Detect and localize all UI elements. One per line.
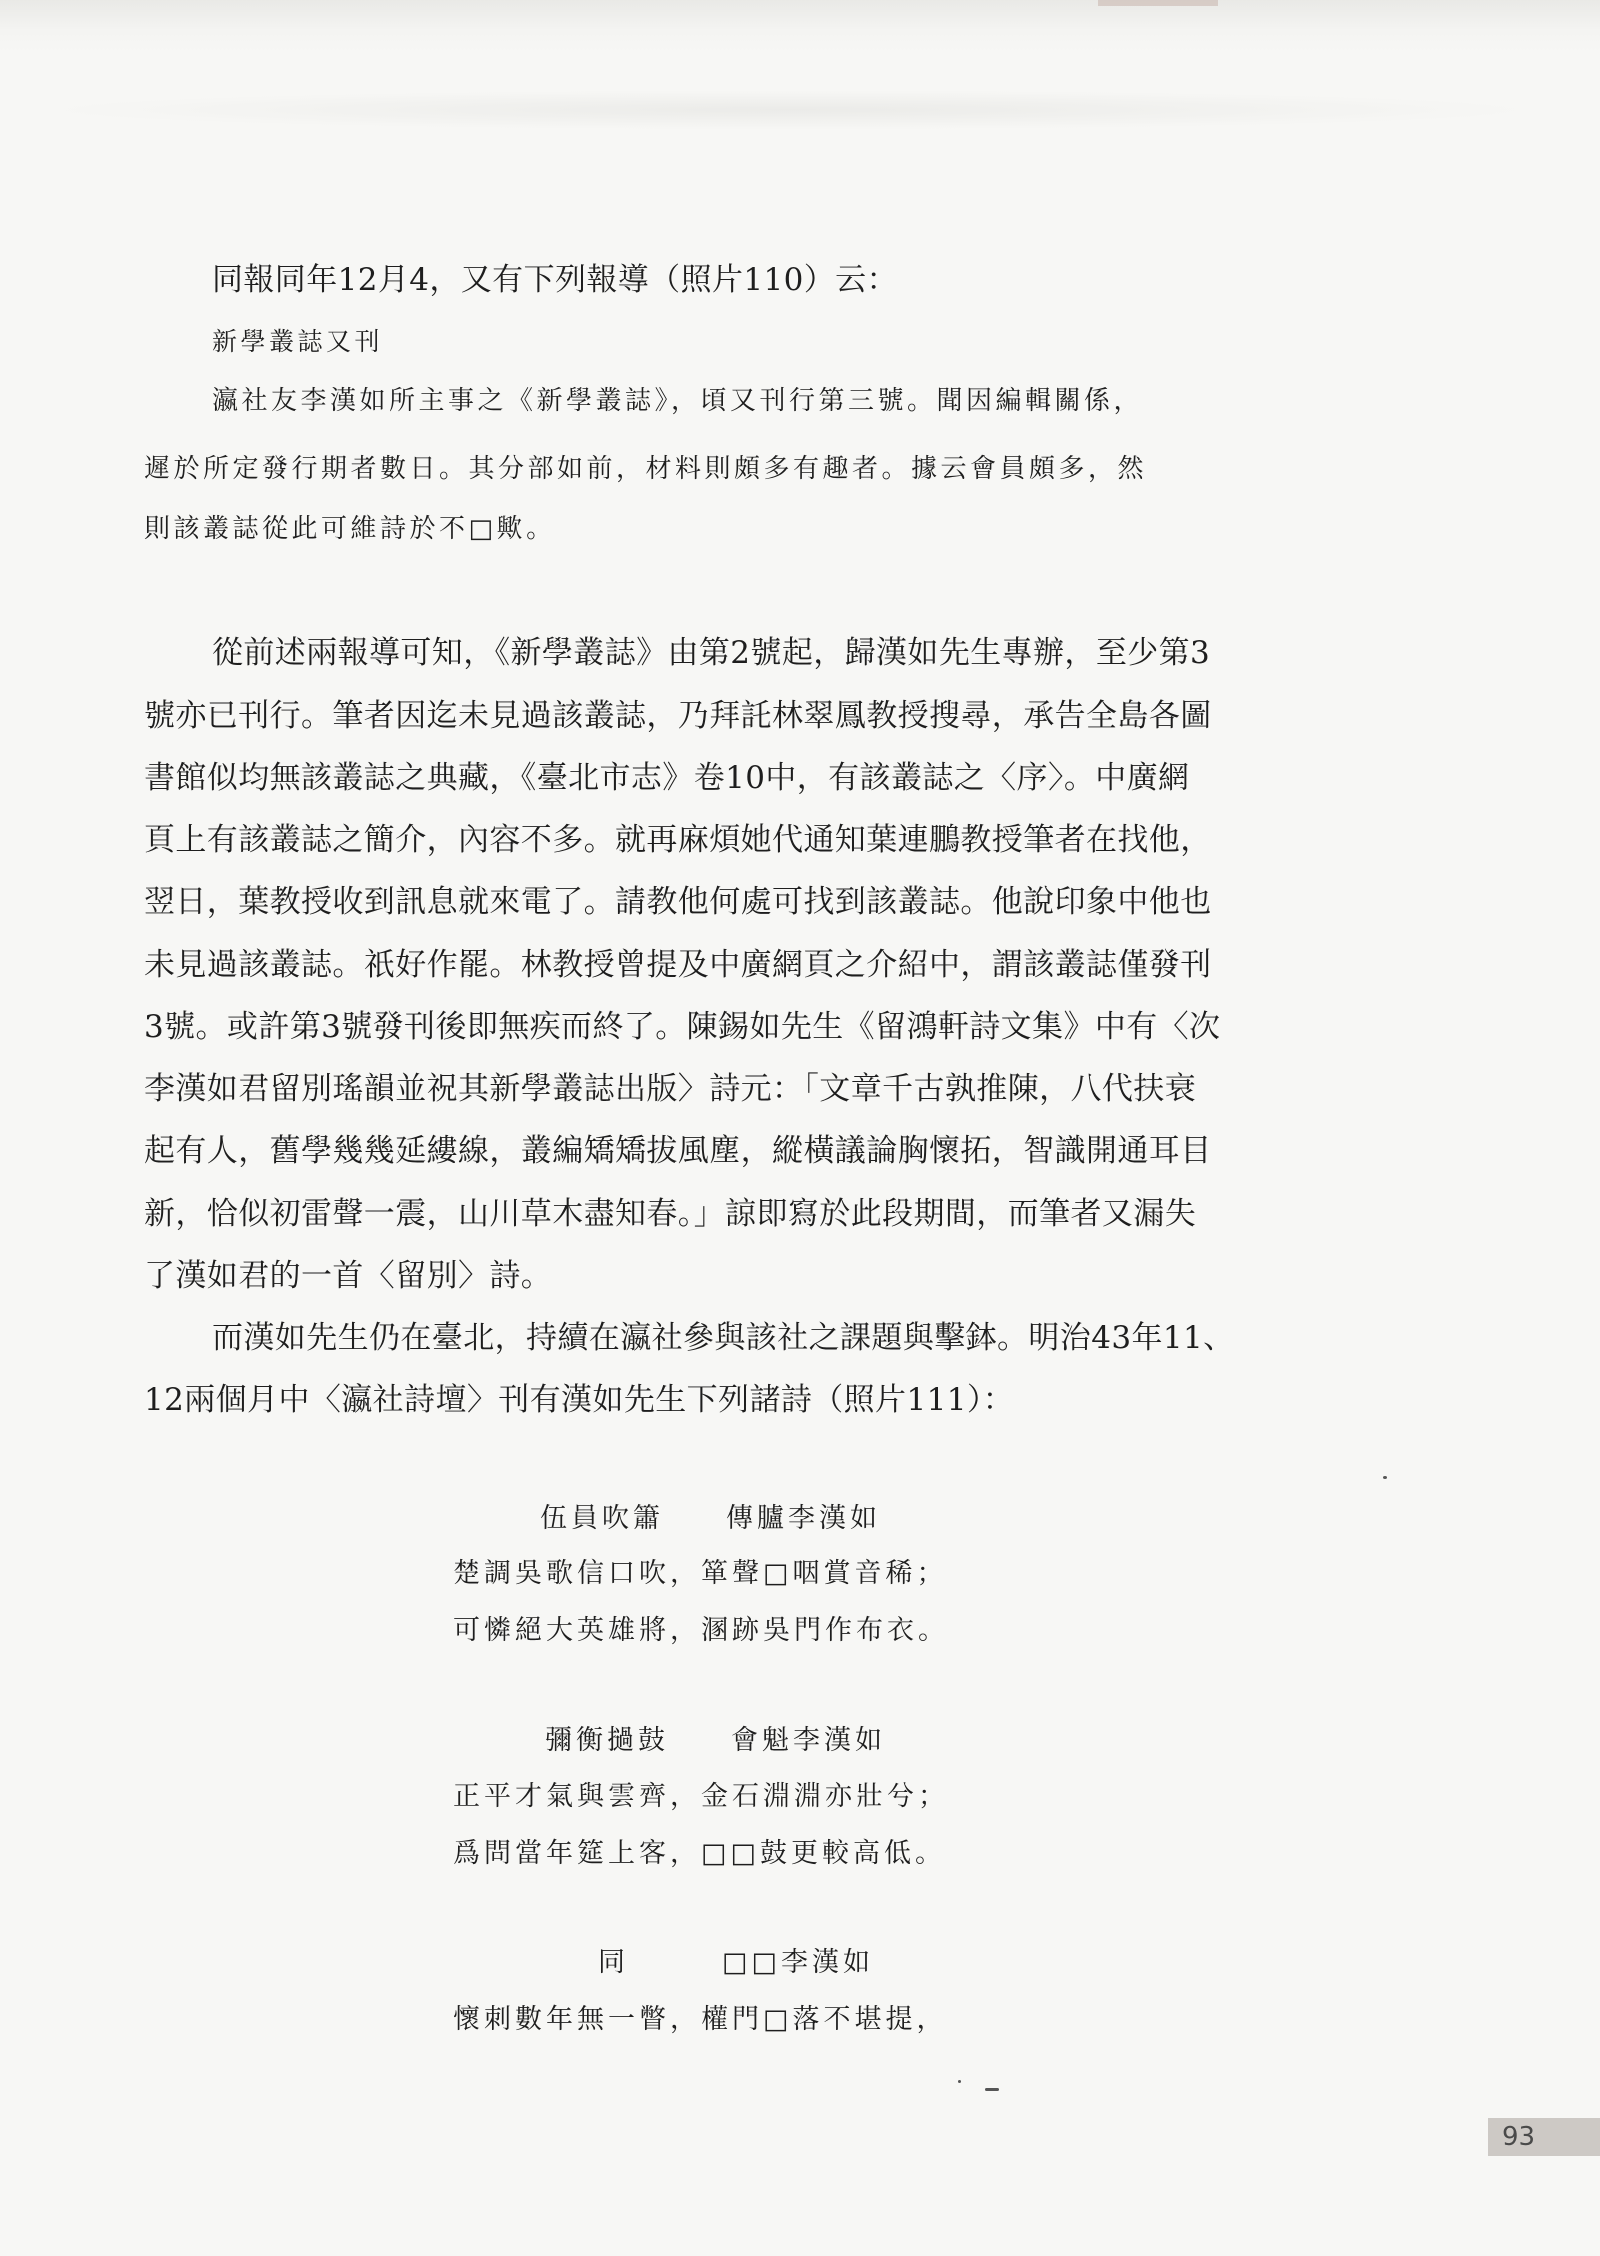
quote-line: 瀛社友李漢如所主事之《新學叢誌》，頃又刊行第三號。聞因編輯關係， xyxy=(212,386,1144,416)
poem-line: 可憐絕大英雄將，溷跡吳門作布衣。 xyxy=(453,1615,949,1646)
paragraph-line: 3號。或許第3號發刊後即無疾而終了。陳錫如先生《留鴻軒詩文集》中有〈次 xyxy=(144,1009,1221,1045)
quote-line: 遲於所定發行期者數日。其分部如前，材料則頗多有趣者。據云會員頗多，然 xyxy=(144,454,1148,484)
paragraph-line: 新，恰似初雷聲一震，山川草木盡知春。」諒即寫於此段期間，而筆者又漏失 xyxy=(144,1196,1197,1232)
page-number: 93 xyxy=(1488,2118,1600,2156)
quote-line: 則該叢誌從此可維詩於不□歟。 xyxy=(144,514,556,544)
paragraph-line: 從前述兩報導可知，《新學叢誌》由第2號起，歸漢如先生專辦，至少第3 xyxy=(212,635,1211,671)
paragraph-line: 頁上有該叢誌之簡介，內容不多。就再麻煩她代通知葉連鵬教授筆者在找他， xyxy=(144,822,1212,858)
top-edge-shadow xyxy=(0,0,1600,52)
paragraph-line: 了漢如君的一首〈留別〉詩。 xyxy=(144,1258,553,1294)
paragraph-line: 而漢如先生仍在臺北，持續在瀛社參與該社之課題與擊鉢。明治43年11、 xyxy=(212,1320,1235,1356)
poem-title: 彌衡撾鼓 會魁李漢如 xyxy=(545,1725,886,1756)
report-headline: 新學叢誌又刊 xyxy=(212,327,384,356)
paragraph-line: 號亦已刊行。筆者因迄未見過該叢誌，乃拜託林翠鳳教授搜尋，承告全島各圖 xyxy=(144,698,1212,734)
paragraph-line: 書館似均無該叢誌之典藏，《臺北市志》卷10中，有該叢誌之〈序〉。中廣網 xyxy=(144,760,1190,796)
poem-line: 楚調吳歌信口吹，箪聲□咽賞音稀； xyxy=(453,1558,948,1589)
report-intro: 同報同年12月4，又有下列報導（照片110）云： xyxy=(212,262,898,298)
scan-speck xyxy=(958,2080,961,2083)
scan-speck xyxy=(1383,1476,1387,1479)
poem-title: 同 □□李漢如 xyxy=(598,1947,875,1978)
paragraph-line: 未見過該叢誌。祇好作罷。林教授曾提及中廣網頁之介紹中，謂該叢誌僅發刊 xyxy=(144,947,1212,983)
poem-line: 正平才氣與雲齊，金石淵淵亦壯兮； xyxy=(453,1781,949,1812)
poem-title: 伍員吹簫 傳臚李漢如 xyxy=(540,1503,881,1534)
poem-line: 懷刺數年無一瞥，權門□落不堪提， xyxy=(453,2004,948,2035)
paragraph-line: 翌日，葉教授收到訊息就來電了。請教他何處可找到該叢誌。他說印象中他也 xyxy=(144,884,1212,920)
top-edge-mark xyxy=(1098,0,1218,6)
poem-line: 爲問當年筵上客，□□鼓更較高低。 xyxy=(453,1838,947,1869)
paragraph-line: 12兩個月中〈瀛社詩壇〉刊有漢如先生下列諸詩（照片111）： xyxy=(144,1382,1015,1418)
paragraph-line: 起有人，舊學幾幾延縷線，叢編矯矯拔風塵，縱橫議論胸懷拓，智識開通耳目 xyxy=(144,1133,1212,1169)
paragraph-line: 李漢如君留別瑤韻並祝其新學叢誌出版〉詩元：「文章千古孰推陳，八代扶衰 xyxy=(144,1071,1197,1107)
bleed-through-shadow xyxy=(40,90,1540,130)
scan-speck xyxy=(985,2088,999,2091)
